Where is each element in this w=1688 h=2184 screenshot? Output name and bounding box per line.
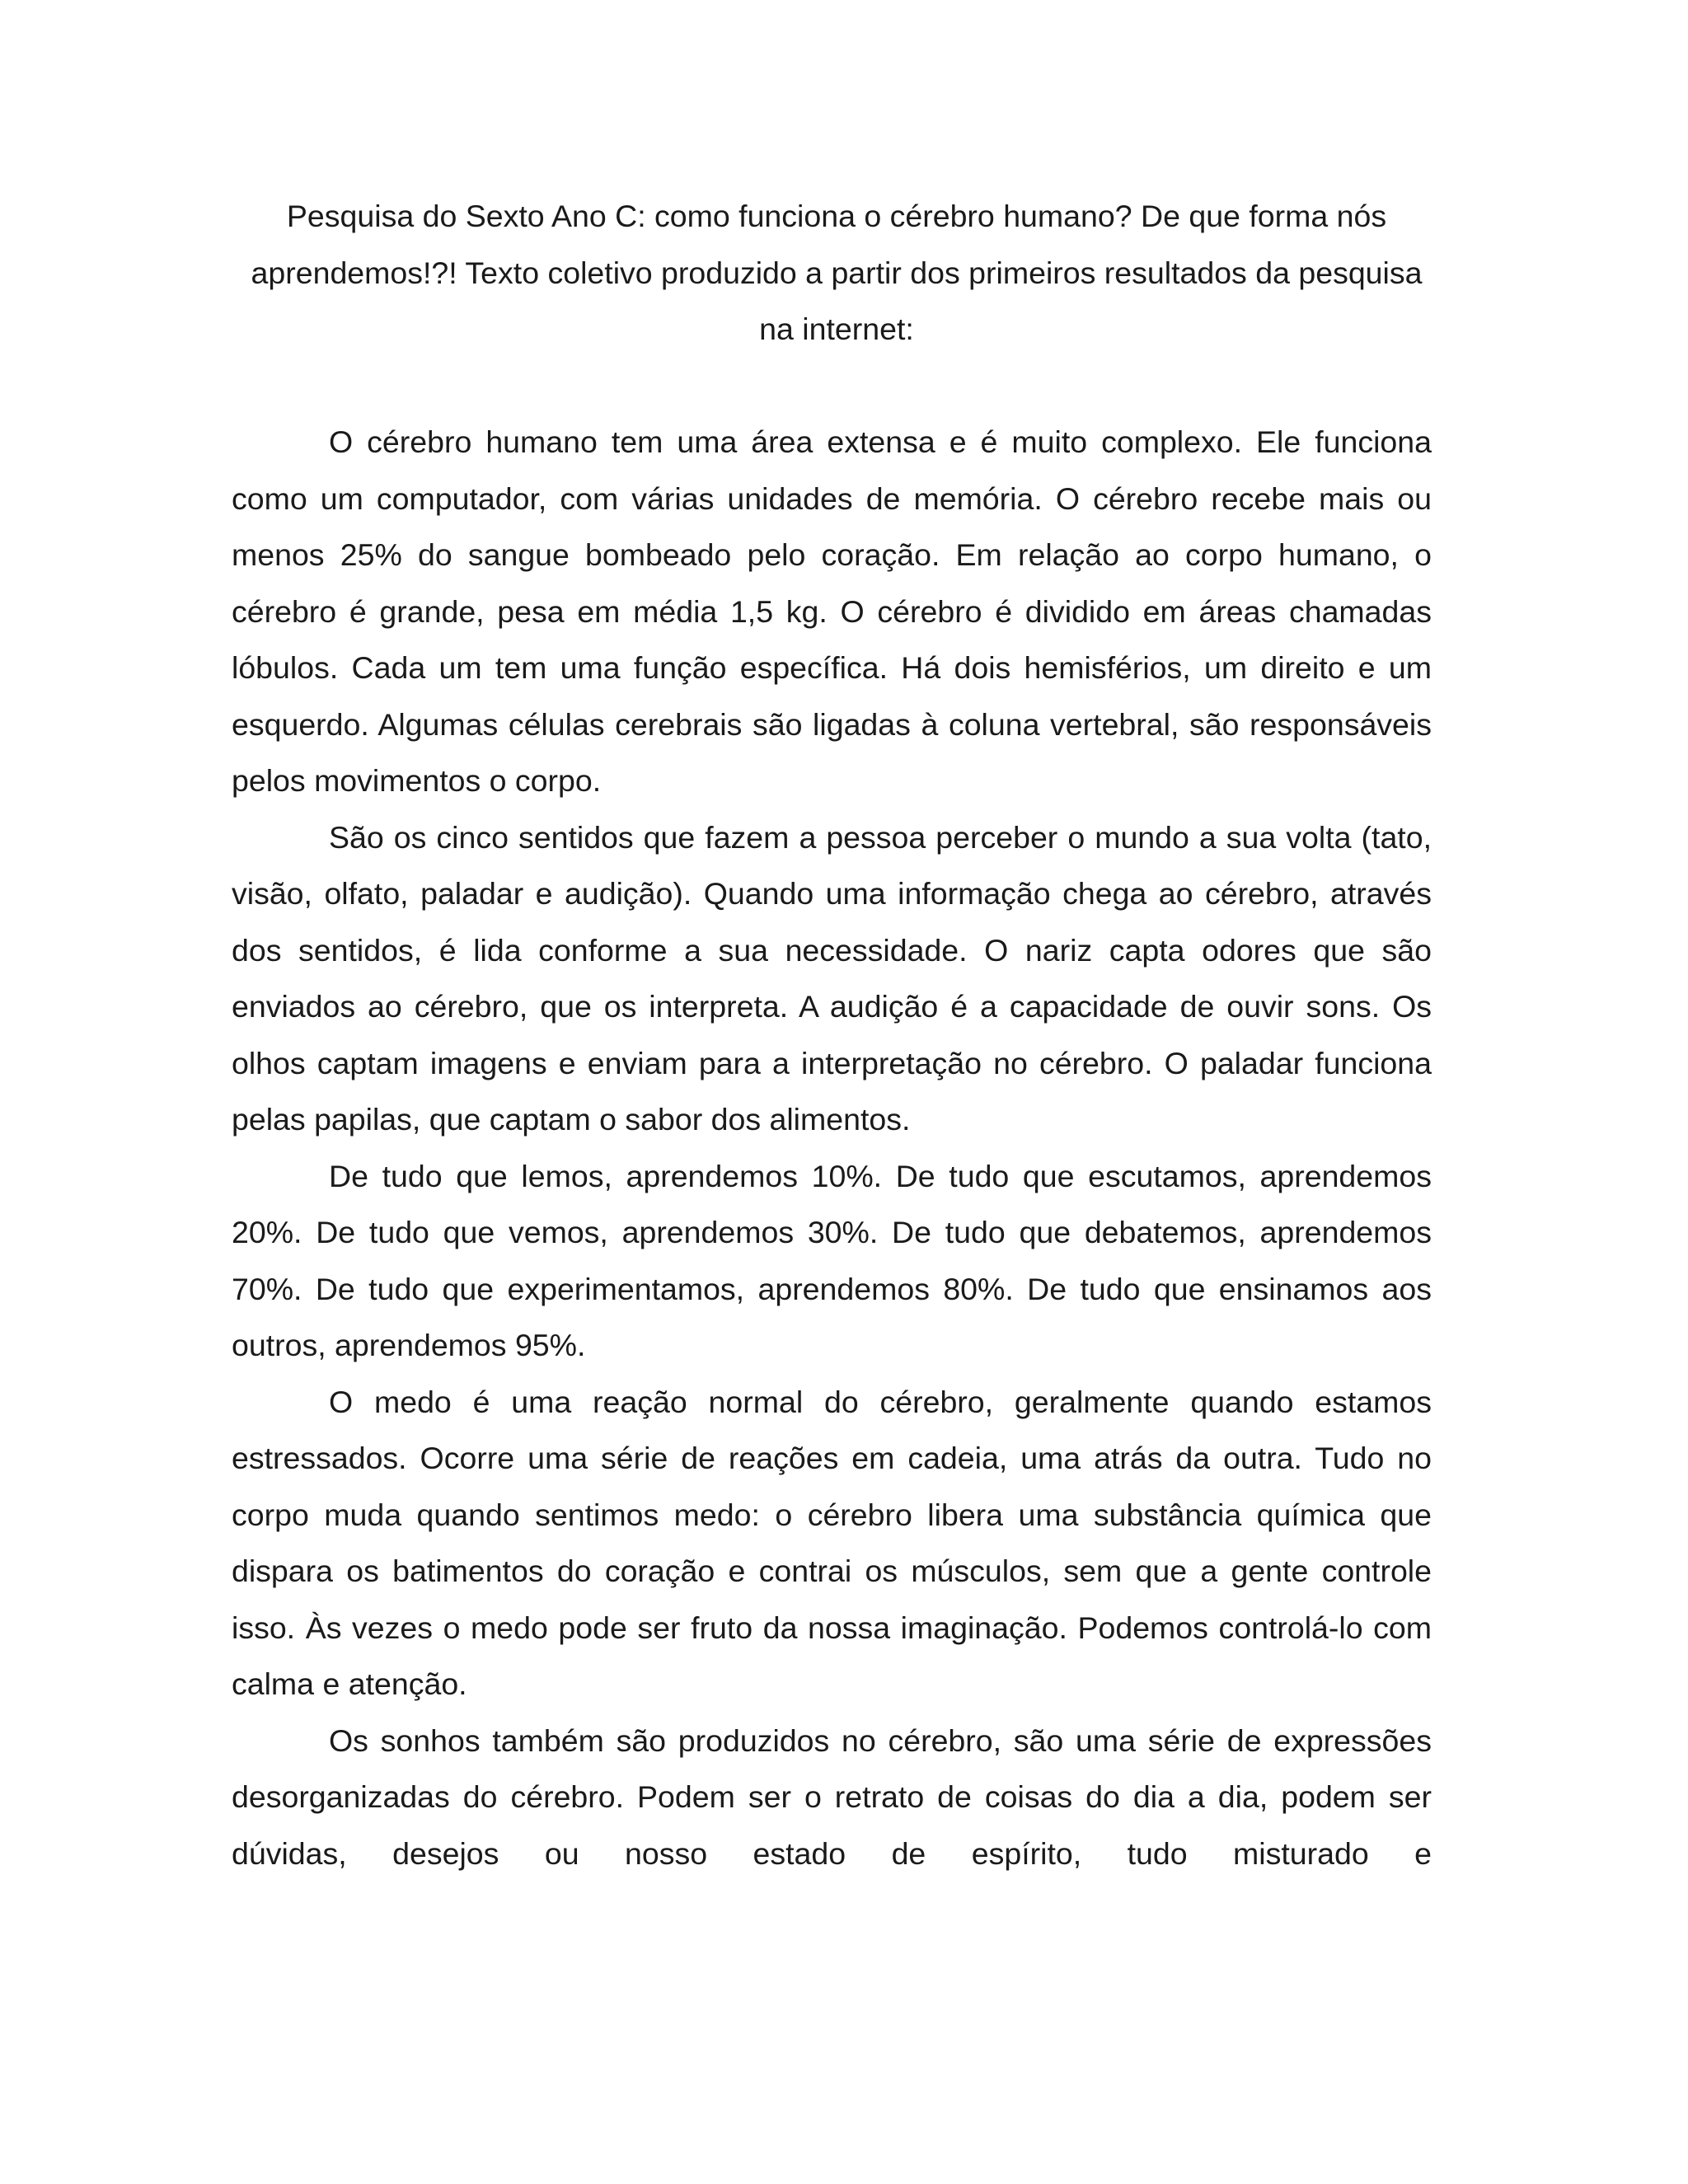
document-body: [232, 414, 1432, 1882]
paragraph-dreams: Os sonhos também são produzidos no cérebro, são uma série de expressões desorganizadas do cérebro. Podem ser o retrato de coisas do dia a dia, podem ser dúvidas, desejos ou nosso estado de espírito, tudo misturado e: [232, 1722, 1432, 1871]
paragraph-five-senses: São os cinco sentidos que fazem a pessoa perceber o mundo a sua volta (tato, visão, olfato, paladar e audição). Quando uma informação chega ao cérebro, através dos sentidos, é lida conforme a sua necessidade. O nariz capta odores que são enviados ao cérebro, que os interpreta. A audição é a capacidade de ouvir sons. Os olhos captam imagens e enviam para a interpretação no cérebro. O paladar funciona pelas papilas, que captam o sabor dos alimentos.: [232, 819, 1432, 1137]
paragraph-brain-overview: O cérebro humano tem uma área extensa e é muito complexo. Ele funciona como um computador, com várias unidades de memória. O cérebro recebe mais ou menos 25% do sangue bombeado pelo coração. Em relação ao corpo humano, o cérebro é grande, pesa em média 1,5 kg. O cérebro é dividido em áreas chamadas lóbulos. Cada um tem uma função específica. Há dois hemisférios, um direito e um esquerdo. Algumas células cerebrais são ligadas à coluna vertebral, são responsáveis pelos movimentos o corpo.: [232, 424, 1432, 798]
paragraph-fear: O medo é uma reação normal do cérebro, geralmente quando estamos estressados. Ocorre uma série de reações em cadeia, uma atrás da outra. Tudo no corpo muda quando sentimos medo: o cérebro libera uma substância química que dispara os batimentos do coração e contrai os músculos, sem que a gente controle isso. Às vezes o medo pode ser fruto da nossa imaginação. Podemos controlá-lo com calma e atenção.: [232, 1384, 1432, 1701]
paragraph-learning-rates: De tudo que lemos, aprendemos 10%. De tudo que escutamos, aprendemos 20%. De tudo que vemos, aprendemos 30%. De tudo que debatemos, aprendemos 70%. De tudo que experimentamos, aprendemos 80%. De tudo que ensinamos aos outros, aprendemos 95%.: [232, 1158, 1432, 1362]
document-title: Pesquisa do Sexto Ano C: como funciona o cérebro humano? De que forma nós aprendemos!?! Texto coletivo produzido a partir dos primeiros resultados da pesquisa na internet:: [251, 199, 1423, 346]
